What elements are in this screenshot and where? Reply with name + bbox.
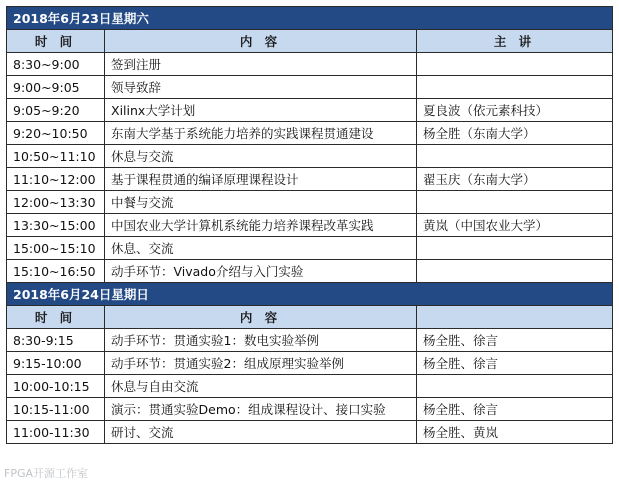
- schedule-row: [7, 122, 613, 145]
- speaker-cell: [417, 76, 613, 99]
- schedule-row: [7, 329, 613, 352]
- content-cell: 中国农业大学计算机系统能力培养课程改革实践: [105, 214, 417, 237]
- speaker-cell: 杨全胜、徐言: [417, 329, 613, 352]
- content-cell: 领导致辞: [105, 76, 417, 99]
- content-cell: 研讨、交流: [105, 421, 417, 444]
- speaker-column-header: 主 讲: [417, 30, 613, 53]
- column-header-row: [7, 306, 613, 329]
- content-cell: Xilinx大学计划: [105, 99, 417, 122]
- time-column-header: 时 间: [7, 306, 105, 329]
- content-cell: 动手环节：贯通实验1：数电实验举例: [105, 329, 417, 352]
- content-cell: 中餐与交流: [105, 191, 417, 214]
- content-cell: 动手环节：贯通实验2：组成原理实验举例: [105, 352, 417, 375]
- day-header-row: [7, 283, 613, 306]
- time-cell: 10:15-11:00: [7, 398, 105, 421]
- schedule-row: [7, 260, 613, 283]
- speaker-cell: [417, 145, 613, 168]
- schedule-row: [7, 214, 613, 237]
- time-cell: 11:10~12:00: [7, 168, 105, 191]
- time-cell: 9:15-10:00: [7, 352, 105, 375]
- schedule-table: [6, 6, 613, 444]
- time-cell: 9:05~9:20: [7, 99, 105, 122]
- schedule-body: [7, 7, 613, 444]
- speaker-cell: [417, 53, 613, 76]
- content-cell: 休息、交流: [105, 237, 417, 260]
- speaker-cell: [417, 237, 613, 260]
- schedule-row: [7, 53, 613, 76]
- speaker-cell: 黄岚（中国农业大学）: [417, 214, 613, 237]
- time-cell: 9:00~9:05: [7, 76, 105, 99]
- speaker-cell: [417, 191, 613, 214]
- schedule-row: [7, 375, 613, 398]
- watermark: FPGA开源工作室: [4, 467, 89, 480]
- content-cell: 动手环节：Vivado介绍与入门实验: [105, 260, 417, 283]
- speaker-cell: [417, 260, 613, 283]
- speaker-cell: 杨全胜、黄岚: [417, 421, 613, 444]
- content-cell: 东南大学基于系统能力培养的实践课程贯通建设: [105, 122, 417, 145]
- schedule-row: [7, 352, 613, 375]
- time-cell: 10:50~11:10: [7, 145, 105, 168]
- time-cell: 11:00-11:30: [7, 421, 105, 444]
- content-cell: 基于课程贯通的编译原理课程设计: [105, 168, 417, 191]
- time-column-header: 时 间: [7, 30, 105, 53]
- content-column-header: 内 容: [105, 306, 417, 329]
- content-cell: 签到注册: [105, 53, 417, 76]
- day-title: 2018年6月24日星期日: [7, 283, 613, 306]
- content-column-header: 内 容: [105, 30, 417, 53]
- content-cell: 演示：贯通实验Demo：组成课程设计、接口实验: [105, 398, 417, 421]
- speaker-cell: 杨全胜、徐言: [417, 398, 613, 421]
- speaker-cell: 杨全胜、徐言: [417, 352, 613, 375]
- time-cell: 8:30-9:15: [7, 329, 105, 352]
- schedule-row: [7, 168, 613, 191]
- speaker-column-header: [417, 306, 613, 329]
- time-cell: 15:00~15:10: [7, 237, 105, 260]
- schedule-row: [7, 76, 613, 99]
- speaker-cell: 翟玉庆（东南大学）: [417, 168, 613, 191]
- schedule-row: [7, 398, 613, 421]
- schedule-row: [7, 191, 613, 214]
- content-cell: 休息与自由交流: [105, 375, 417, 398]
- time-cell: 15:10~16:50: [7, 260, 105, 283]
- speaker-cell: 杨全胜（东南大学）: [417, 122, 613, 145]
- time-cell: 9:20~10:50: [7, 122, 105, 145]
- day-header-row: [7, 7, 613, 30]
- day-title: 2018年6月23日星期六: [7, 7, 613, 30]
- schedule-row: [7, 145, 613, 168]
- column-header-row: [7, 30, 613, 53]
- time-cell: 12:00~13:30: [7, 191, 105, 214]
- schedule-row: [7, 99, 613, 122]
- content-cell: 休息与交流: [105, 145, 417, 168]
- speaker-cell: [417, 375, 613, 398]
- schedule-row: [7, 421, 613, 444]
- time-cell: 8:30~9:00: [7, 53, 105, 76]
- schedule-row: [7, 237, 613, 260]
- speaker-cell: 夏良波（依元素科技）: [417, 99, 613, 122]
- time-cell: 10:00-10:15: [7, 375, 105, 398]
- time-cell: 13:30~15:00: [7, 214, 105, 237]
